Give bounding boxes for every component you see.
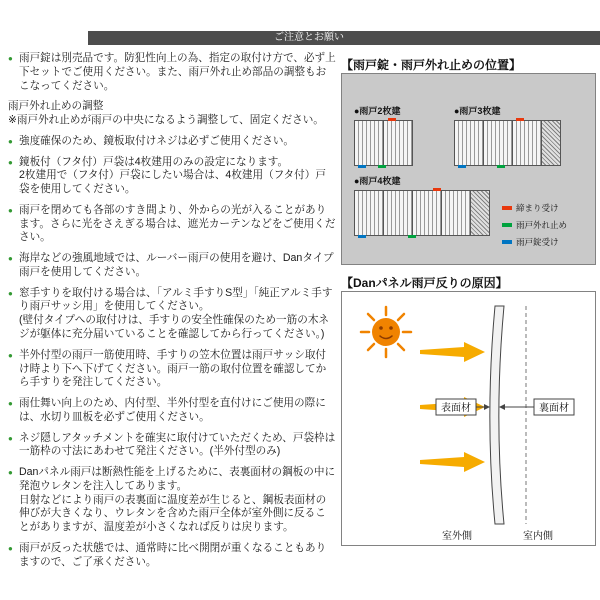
- position-diagram-box: [341, 73, 596, 265]
- back-material-label: 裏面材: [539, 403, 569, 414]
- latch-marker: [516, 118, 524, 121]
- warp-diagram: [342, 292, 595, 545]
- note-text: 雨戸錠は別売品です。防犯性向上の為、指定の取付け方で、必ず上下セットでご使用ください。また、雨戸外れ止め部品の調整もおこなってください。: [19, 52, 336, 92]
- note-paragraph: [8, 135, 336, 149]
- note-text: 鏡板付（フタ付）戸袋は4枚建用のみの設定になります。: [19, 155, 289, 168]
- shutter-panel-shape: [490, 306, 504, 524]
- bullet-icon: ●: [8, 433, 13, 443]
- note-block: [8, 466, 336, 535]
- note-block: [8, 156, 336, 197]
- shutter-box-hatched: [470, 190, 490, 236]
- note-block: [8, 204, 336, 245]
- lock-marker: [358, 235, 366, 238]
- shutter-panel: [483, 120, 513, 166]
- shutter-panel: [354, 120, 384, 166]
- note-text: ネジ隠しアタッチメントを確実に取付けていただくため、戸袋枠は一筋枠の寸法にあわせて発注ください。(半外付型のみ): [19, 431, 336, 458]
- notes-list: [8, 52, 336, 577]
- bullet-icon: ●: [8, 399, 13, 409]
- shutter-panel: [383, 190, 413, 236]
- back-material-callout: [499, 399, 574, 415]
- diagram-label: ●雨戸4枚建: [354, 176, 401, 186]
- heat-arrow-icon: [420, 452, 485, 472]
- note-paragraph: [8, 432, 336, 460]
- note-paragraph: [8, 287, 336, 315]
- indoor-side-label: 室内側: [523, 531, 553, 542]
- legend-item: [502, 219, 567, 231]
- diagram-label: ●雨戸3枚建: [454, 106, 501, 116]
- note-paragraph: [8, 349, 336, 390]
- bullet-icon: ●: [8, 288, 13, 298]
- bullet-icon: ●: [8, 54, 13, 63]
- shutter-panel: [412, 190, 442, 236]
- legend-item: [502, 236, 567, 248]
- stopper-marker: [497, 165, 505, 168]
- note-block: [8, 252, 336, 280]
- note-block: [8, 287, 336, 342]
- warp-box-title: 【Danパネル雨戸反りの原因】: [341, 276, 508, 290]
- note-text: 雨戸外れ止めの調整: [8, 100, 104, 113]
- note-text: (壁付タイプへの取付けは、手すりの安全性確保のため一筋の木ネジが躯体に充分届いていることを確認してから行ってください。): [19, 314, 330, 341]
- legend-color-swatch: [502, 240, 512, 244]
- shutter-panel: [441, 190, 471, 236]
- front-material-label: 表面材: [441, 403, 471, 414]
- warp-diagram-box: [341, 291, 596, 546]
- note-text: 日射などにより雨戸の表裏面に温度差が生じると、鋼板表面材の伸びが大きくなり、ウレタンを含めた雨戸全体が室外側に反ることがありますが、温度差が小さくなれば反りは戻ります。: [19, 493, 327, 534]
- note-block: [8, 135, 336, 149]
- bullet-icon: ●: [8, 350, 13, 360]
- note-text: 雨戸が反った状態では、通常時に比べ開閉が重くなることもありますので、ご了承ください。: [19, 541, 327, 568]
- front-material-callout: [436, 399, 490, 415]
- legend-label: 雨戸錠受け: [516, 237, 559, 247]
- bullet-icon: ●: [8, 205, 13, 215]
- shutter-panels: [354, 120, 413, 166]
- shutter-diagram: [454, 104, 561, 166]
- note-block: [8, 542, 336, 570]
- stopper-marker: [378, 165, 386, 168]
- note-block: [8, 52, 336, 93]
- bullet-icon: ●: [8, 136, 13, 146]
- note-block: [8, 349, 336, 390]
- legend-item: [502, 202, 567, 214]
- note-paragraph: [8, 397, 336, 425]
- note-paragraph: [8, 466, 336, 494]
- note-text: ※雨戸外れ止めが雨戸の中央になるよう調整して、固定ください。: [8, 114, 324, 127]
- latch-marker: [433, 188, 441, 191]
- note-paragraph: [8, 542, 336, 570]
- lock-marker: [358, 165, 366, 168]
- note-text: 強度確保のため、鏡板取付けネジは必ずご使用ください。: [19, 134, 295, 147]
- sun-icon: [361, 307, 411, 357]
- note-block: [8, 432, 336, 460]
- note-paragraph: [8, 252, 336, 280]
- note-paragraph: [8, 169, 336, 197]
- note-paragraph: [8, 156, 336, 170]
- shutter-panel: [454, 120, 484, 166]
- legend-label: 雨戸外れ止め: [516, 220, 568, 230]
- note-block: [8, 100, 336, 128]
- note-text: 海岸などの強風地域では、ルーバー雨戸の使用を避け、Danタイプ雨戸を使用してください。: [19, 252, 334, 278]
- legend-label: 締まり受け: [516, 203, 559, 213]
- shutter-panels: [454, 120, 561, 166]
- lock-marker: [458, 165, 466, 168]
- note-block: [8, 397, 336, 425]
- shutter-panel: [383, 120, 413, 166]
- shutter-panel: [354, 190, 384, 236]
- bullet-icon: ●: [8, 468, 13, 478]
- note-paragraph: [8, 314, 336, 342]
- note-text: 窓手すりを取付ける場合は、「アルミ手すりS型」「純正アルミ手すり雨戸サッシ用」を使用してください。: [19, 286, 333, 313]
- note-paragraph: [8, 204, 336, 245]
- note-text: 雨戸を閉めても各部のすき間より、外からの光が入ることがあります。さらに光をさえぎる場合は、遮光カーテンなどをご使用ください。: [19, 203, 336, 244]
- shutter-panels: [354, 190, 490, 236]
- bullet-icon: ●: [8, 254, 13, 264]
- shutter-panel: [512, 120, 542, 166]
- note-text: Danパネル雨戸は断熱性能を上げるために、表裏面材の鋼板の中に発泡ウレタンを注入してあります。: [19, 466, 336, 492]
- shutter-diagram: [354, 104, 413, 166]
- note-text: 半外付型の雨戸一筋使用時、手すりの笠木位置は雨戸サッシ取付け時より下へ下げてください。雨戸一筋の取付位置を確認してから手すりを発注してください。: [19, 348, 327, 389]
- notice-header-bar: [88, 31, 600, 45]
- note-text: 2枚建用で（フタ付）戸袋にしたい場合は、4枚建用（フタ付）戸袋を使用してください。: [19, 169, 326, 196]
- stopper-marker: [408, 235, 416, 238]
- outdoor-side-label: 室外側: [442, 531, 472, 542]
- note-paragraph: [8, 52, 336, 93]
- legend-color-swatch: [502, 223, 512, 227]
- notice-header-title: ご注意とお願い: [274, 32, 344, 43]
- legend: [502, 202, 567, 253]
- latch-marker: [388, 118, 396, 121]
- note-text: 雨仕舞い向上のため、内付型、半外付型を直付けにご使用の際には、水切り皿板を必ずご使用ください。: [19, 397, 326, 423]
- position-box-title: 【雨戸錠・雨戸外れ止めの位置】: [341, 58, 522, 72]
- bullet-icon: ●: [8, 543, 13, 553]
- shutter-box-hatched: [541, 120, 561, 166]
- heat-arrow-icon: [420, 342, 485, 362]
- legend-color-swatch: [502, 206, 512, 210]
- diagram-label: ●雨戸2枚建: [354, 106, 401, 116]
- note-paragraph: [8, 114, 336, 128]
- note-paragraph: [8, 100, 336, 114]
- shutter-diagram: [354, 174, 490, 236]
- bullet-icon: ●: [8, 157, 13, 167]
- note-paragraph: [8, 494, 336, 535]
